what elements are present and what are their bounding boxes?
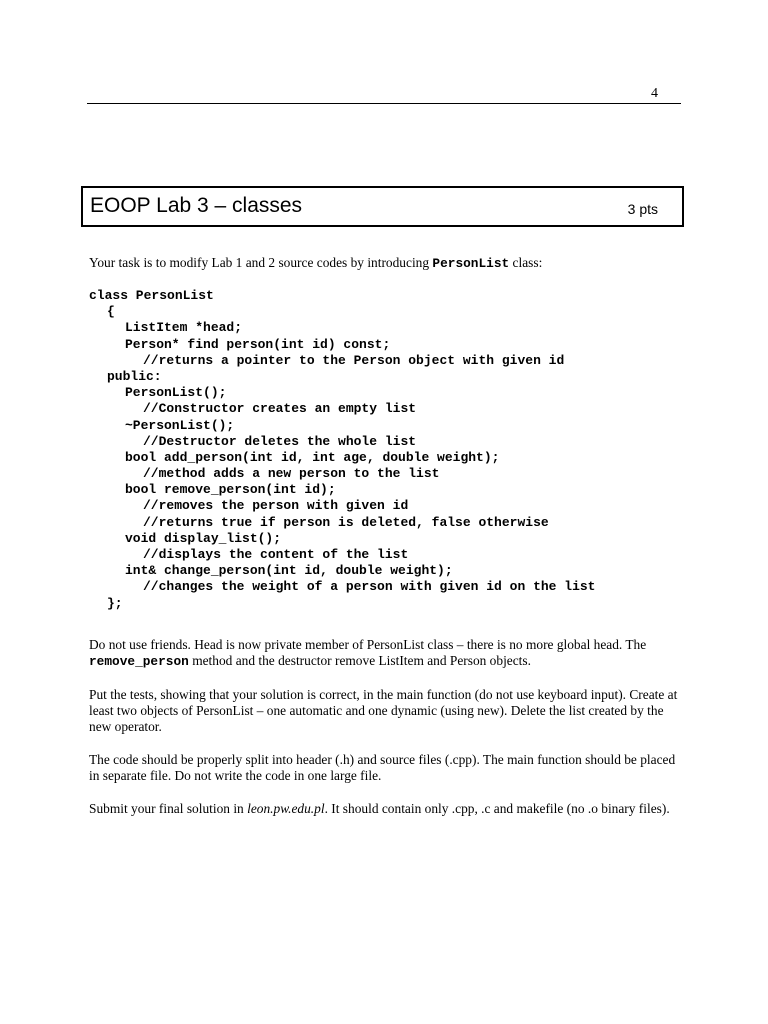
code-line: ~PersonList(); bbox=[125, 417, 235, 433]
document-body bbox=[89, 255, 681, 817]
code-line: }; bbox=[107, 595, 123, 611]
code-block bbox=[89, 288, 681, 612]
code-line: bool add_person(int id, int age, double weight); bbox=[125, 449, 500, 465]
friends-text-after: method and the destructor remove ListItem and Person objects. bbox=[188, 652, 531, 668]
submit-paragraph bbox=[89, 801, 681, 817]
code-line: bool remove_person(int id); bbox=[125, 482, 336, 498]
title-box bbox=[81, 186, 684, 227]
tests-paragraph: Put the tests, showing that your solution is correct, in the main function (do not use keyboard input). Create at least two objects of PersonList – one automatic and one dynamic (using new). Delete the list created by the new operator. bbox=[89, 686, 678, 734]
code-line: //Destructor deletes the whole list bbox=[143, 433, 417, 449]
submit-text-before: Submit your final solution in bbox=[89, 800, 248, 816]
code-line: int& change_person(int id, double weight); bbox=[125, 563, 453, 579]
intro-text-before: Your task is to modify Lab 1 and 2 source codes by introducing bbox=[89, 255, 433, 270]
split-paragraph: The code should be properly split into header (.h) and source files (.cpp). The main function should be placed in separate file. Do not write the code in one large file. bbox=[89, 751, 676, 783]
friends-text-before: Do not use friends. Head is now private member of PersonList class – there is no more global head. The bbox=[89, 636, 647, 652]
code-line: //changes the weight of a person with given id on the list bbox=[143, 579, 596, 595]
code-line: //returns true if person is deleted, false otherwise bbox=[143, 514, 549, 530]
code-line: public: bbox=[107, 368, 162, 384]
lab-title: EOOP Lab 3 – classes bbox=[90, 194, 303, 217]
code-line: //returns a pointer to the Person object with given id bbox=[143, 352, 565, 368]
code-line: class PersonList bbox=[89, 288, 214, 303]
intro-paragraph bbox=[89, 255, 681, 272]
lab-points: 3 pts bbox=[627, 201, 658, 217]
code-line: ListItem *head; bbox=[125, 320, 243, 336]
friends-paragraph bbox=[89, 637, 681, 670]
code-line: //removes the person with given id bbox=[143, 498, 409, 514]
code-line: PersonList(); bbox=[125, 385, 227, 401]
friends-method-name: remove_person bbox=[89, 653, 189, 669]
code-line: //Constructor creates an empty list bbox=[143, 401, 417, 417]
code-line: //method adds a new person to the list bbox=[143, 466, 440, 482]
page-number: 4 bbox=[651, 86, 658, 101]
intro-text-after: class: bbox=[509, 255, 543, 270]
code-line: //displays the content of the list bbox=[143, 547, 409, 562]
header-rule bbox=[87, 103, 681, 104]
code-line: Person* find person(int id) const; bbox=[125, 336, 391, 352]
code-line: { bbox=[107, 304, 115, 320]
submit-text-after: . It should contain only .cpp, .c and makefile (no .o binary files). bbox=[324, 800, 670, 816]
code-line: void display_list(); bbox=[125, 530, 282, 546]
intro-class-name: PersonList bbox=[432, 256, 510, 271]
submit-server: leon.pw.edu.pl bbox=[247, 800, 325, 816]
